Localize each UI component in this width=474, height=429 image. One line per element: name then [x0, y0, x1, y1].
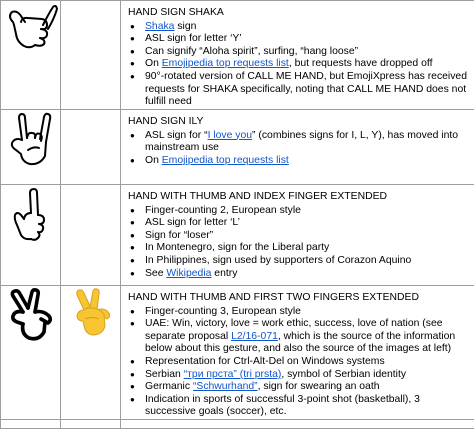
row-heading: HAND SIGN ILY: [128, 116, 473, 129]
shaka-link[interactable]: Shaka: [145, 21, 174, 32]
wikipedia-link[interactable]: Wikipedia: [166, 268, 211, 279]
row-heading: HAND WITH THUMB AND FIRST TWO FINGERS EXTENDED: [128, 292, 473, 305]
list-item: [145, 46, 473, 59]
three-finger-emoji-icon: [69, 286, 113, 338]
list-item: [145, 21, 473, 34]
list-item-text: sign: [174, 21, 196, 32]
i-love-you-link[interactable]: I love you: [208, 130, 252, 141]
list-item-text: In Philippines, sign used by supporters of Corazon Aquino: [145, 255, 411, 266]
description-cell: [121, 110, 474, 185]
list-item-text: Serbian: [145, 369, 184, 380]
list-item: [145, 369, 473, 382]
description-cell: [121, 419, 474, 428]
table-row: [1, 1, 474, 110]
list-item-text: On: [145, 58, 162, 69]
image-cell: [61, 110, 121, 185]
emojipedia-link[interactable]: Emojipedia top requests list: [162, 155, 289, 166]
row-heading: HAND SIGN SHAKA: [128, 7, 473, 20]
list-item: [145, 394, 473, 419]
bullet-list: [128, 130, 473, 168]
list-item: [145, 205, 473, 218]
list-item: [145, 306, 473, 319]
image-cell: [1, 1, 61, 110]
list-item: [145, 255, 473, 268]
table-row: [1, 110, 474, 185]
list-item: [145, 71, 473, 109]
list-item-text: Finger-counting 3, European style: [145, 306, 301, 317]
table-row: [1, 419, 474, 428]
list-item-text: Germanic: [145, 381, 193, 392]
image-cell: [1, 419, 61, 428]
list-item-text: ASL sign for “: [145, 130, 208, 141]
bullet-list: [128, 21, 473, 109]
list-item-text: Sign for “loser”: [145, 230, 213, 241]
list-item-text: , sign for swearing an oath: [258, 381, 380, 392]
table-row: [1, 286, 474, 420]
list-item: [145, 318, 473, 356]
list-item-text: Representation for Ctrl-Alt-Del on Windows systems: [145, 356, 385, 367]
list-item-text: On: [145, 155, 162, 166]
list-item: [145, 58, 473, 71]
list-item-text: entry: [211, 268, 237, 279]
image-cell: [1, 110, 61, 185]
list-item-text: ASL sign for letter ‘L’: [145, 217, 240, 228]
list-item: [145, 217, 473, 230]
emojipedia-link[interactable]: Emojipedia top requests list: [162, 58, 289, 69]
list-item-text: ” (combines signs for I, L, Y), has moved into mainstream use: [145, 130, 458, 154]
list-item: [145, 155, 473, 168]
list-item: [145, 130, 473, 155]
bullet-list: [128, 205, 473, 281]
list-item-text: Finger-counting 2, European style: [145, 205, 301, 216]
image-cell: [61, 1, 121, 110]
list-item: [145, 33, 473, 46]
description-cell: [121, 1, 474, 110]
list-item: [145, 268, 473, 281]
list-item-text: UAE: Win, victory, love = work ethic, success, love of nation (see separate proposal: [145, 318, 443, 342]
list-item-text: ASL sign for letter ‘Y’: [145, 33, 242, 44]
image-cell: [1, 185, 61, 286]
row-heading: HAND WITH THUMB AND INDEX FINGER EXTENDED: [128, 191, 473, 204]
list-item: [145, 242, 473, 255]
list-item: [145, 381, 473, 394]
table-row: [1, 185, 474, 286]
list-item-text: Indication in sports of successful 3-point shot (basketball), 3 successive goals (soccer), etc.: [145, 394, 420, 418]
three-finger-hand-icon: [7, 286, 55, 342]
thumb-index-hand-icon: [9, 185, 53, 245]
list-item-text: , but requests have dropped off: [289, 58, 433, 69]
description-cell: [121, 185, 474, 286]
schwurhand-link[interactable]: “Schwurhand”: [193, 381, 258, 392]
image-cell: [61, 185, 121, 286]
tri-prsta-link[interactable]: “три прста” (tri prsta): [184, 369, 282, 380]
list-item-text: In Montenegro, sign for the Liberal party: [145, 242, 329, 253]
list-item-text: Can signify “Aloha spirit”, surfing, “hang loose”: [145, 46, 358, 57]
list-item: [145, 356, 473, 369]
list-item-text: , symbol of Serbian identity: [281, 369, 406, 380]
ily-hand-icon: [8, 110, 54, 168]
list-item-text: 90°-rotated version of CALL ME HAND, but EmojiXpress has received requests for SHAKA specifically, noting that CALL ME HAND does not fulfill need: [145, 71, 467, 107]
list-item: [145, 230, 473, 243]
list-item-text: , which is the source of the information below about this gesture, and also the source of the images at left): [145, 331, 455, 355]
image-cell: [61, 286, 121, 420]
shaka-hand-icon: [4, 1, 58, 55]
image-cell: [1, 286, 61, 420]
bullet-list: [128, 306, 473, 419]
list-item-text: See: [145, 268, 166, 279]
description-cell: [121, 286, 474, 420]
proposal-link[interactable]: L2/16-071: [231, 331, 278, 342]
image-cell: [61, 419, 121, 428]
